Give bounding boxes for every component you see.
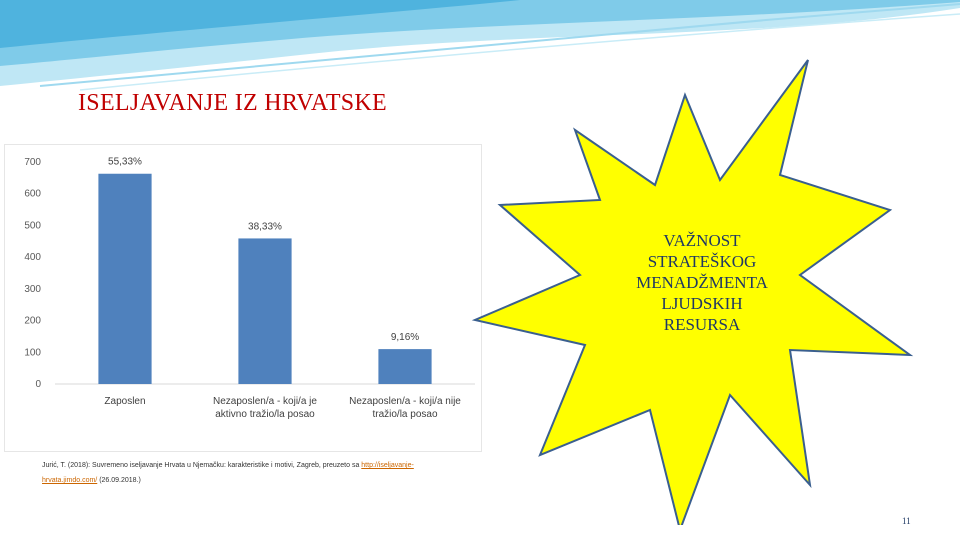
y-tick-label: 0 [35,379,41,390]
slide-title: ISELJAVANJE IZ HRVATSKE [78,90,388,116]
category-label-line: Nezaposlen/a - koji/a je [213,396,317,407]
category-label [349,396,461,420]
source-text: Jurić, T. (2018): Suvremeno iseljavanje Hrvata u Njemačku: karakteristike i motivi, Zagreb, preuzeto sa [42,462,362,469]
y-tick-label: 700 [24,157,41,168]
category-label [104,396,145,407]
y-tick-label: 300 [24,283,41,295]
source-link[interactable]: http://iseljavanje-hrvata.jimdo.com/ [42,462,414,484]
category-label [213,396,317,420]
callout-line: STRATEŠKOG [647,252,757,271]
callout-line: LJUDSKIH [661,294,743,313]
bar [378,349,431,384]
category-label-line: aktivno tražio/la posao [215,409,315,420]
page-number: 11 [902,516,911,526]
data-label: 9,16% [390,332,420,344]
callout-text [612,230,792,335]
y-tick-label: 200 [24,315,41,327]
y-tick-label: 100 [24,347,41,359]
data-label: 38,33% [248,221,282,233]
category-label-line: Nezaposlen/a - koji/a nije [349,396,461,407]
category-label-line: tražio/la posao [372,409,438,420]
chart-panel [4,144,482,452]
y-tick-label: 600 [24,188,41,200]
source-suffix: (26.09.2018.) [97,477,141,484]
callout-line: MENADŽMENTA [636,273,768,292]
callout-line: VAŽNOST [663,231,741,250]
y-tick-label: 400 [24,252,41,264]
y-tick-label: 500 [24,220,41,232]
bar-chart [5,145,481,451]
bar [238,238,291,384]
callout-line: RESURSA [663,315,741,334]
category-label-line: Zaposlen [104,396,146,407]
data-label: 55,33% [108,156,142,168]
bar [98,174,151,384]
source-citation [42,458,462,488]
